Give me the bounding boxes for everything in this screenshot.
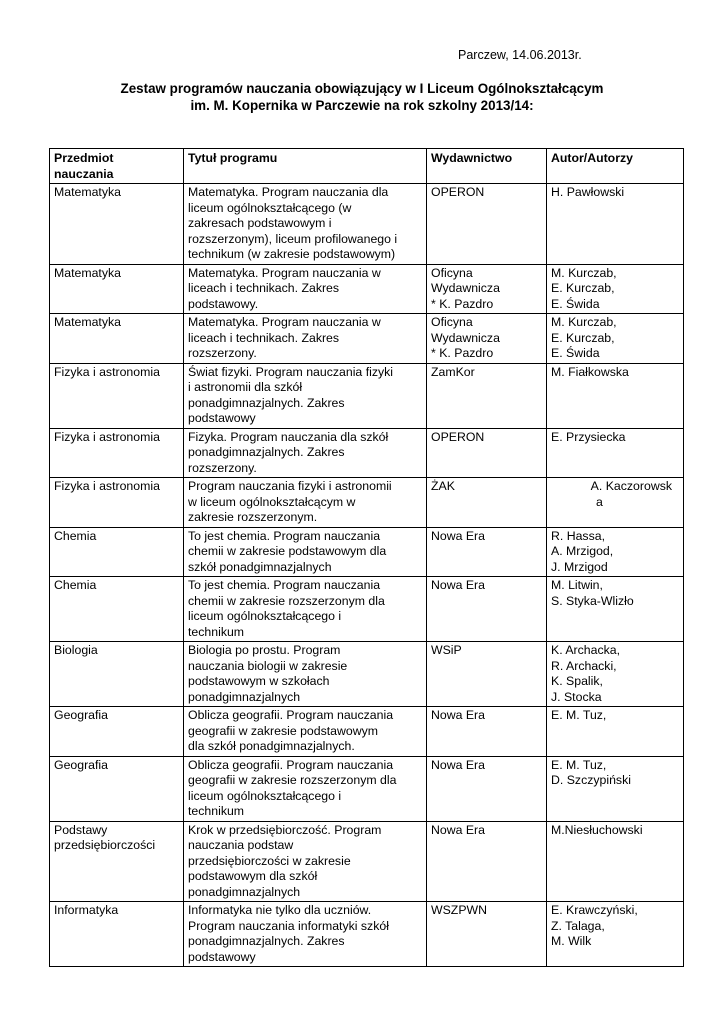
cell-line: To jest chemia. Program nauczania [188, 578, 381, 592]
cell-subject [50, 363, 184, 428]
cell-line: Wydawnicza [431, 281, 500, 295]
cell-line: nauczania biologii w zakresie [188, 658, 348, 673]
cell-line: Matematyka [54, 265, 121, 280]
cell-program-title [184, 707, 427, 757]
cell-line: podstawowym dla szkół [188, 869, 318, 883]
cell-line: D. Szczypiński [551, 773, 631, 787]
cell-subject [50, 428, 184, 478]
title-line-1: Zestaw programów nauczania obowiązujący w I Liceum Ogólnokształcącym [120, 81, 604, 96]
cell-line: podstawowy [188, 411, 256, 425]
header-publisher: Wydawnictwo [427, 149, 547, 184]
cell-line: liceum ogólnokształcącego i [188, 609, 342, 623]
cell-line: i astronomii dla szkół [188, 380, 303, 394]
cell-publisher [427, 707, 547, 757]
cell-line: Biologia [54, 643, 98, 657]
table-body [50, 184, 684, 967]
cell-line: Oficyna [431, 265, 473, 280]
cell-line: WSiP [431, 643, 462, 657]
cell-subject [50, 577, 184, 642]
cell-line: rozszerzonym), liceum profilowanego i [188, 231, 398, 246]
cell-line: ponadgimnazjalnych [188, 884, 301, 899]
cell-program-title [184, 314, 427, 364]
cell-publisher [427, 642, 547, 707]
cell-line: nauczania podstaw [188, 838, 294, 852]
cell-line: Geografia [54, 757, 109, 772]
cell-line: J. Mrzigod [551, 559, 608, 574]
cell-line: Krok w przedsiębiorczość. Program [188, 822, 382, 837]
table-row [50, 902, 684, 967]
cell-line: ponadgimnazjalnych. Zakres [188, 934, 345, 948]
cell-line: Oblicza geografii. Program nauczania [188, 757, 394, 772]
cell-program-title [184, 428, 427, 478]
cell-line: S. Styka-Wlizło [551, 593, 634, 608]
cell-line: Oficyna [431, 315, 473, 329]
cell-line: A. Kaczorowsk [590, 479, 672, 493]
cell-publisher [427, 264, 547, 314]
cell-authors [547, 264, 684, 314]
cell-program-title [184, 363, 427, 428]
table-row [50, 642, 684, 707]
cell-line: OPERON [431, 185, 485, 199]
cell-authors [547, 821, 684, 902]
cell-authors [547, 902, 684, 967]
header-subject: Przedmiot nauczania [50, 149, 184, 184]
cell-line: R. Archacki, [551, 658, 617, 673]
cell-line: Nowa Era [431, 822, 485, 837]
cell-line: ŻAK [431, 479, 455, 493]
cell-line: Matematyka. Program nauczania w [188, 265, 381, 280]
cell-line: * K. Pazdro [431, 296, 494, 311]
cell-line: Z. Talaga, [551, 918, 605, 933]
cell-line: liceach i technikach. Zakres [188, 330, 340, 345]
cell-line: zakresach podstawowym i [188, 216, 332, 230]
table-row [50, 527, 684, 577]
cell-authors [547, 707, 684, 757]
cell-publisher [427, 314, 547, 364]
cell-line: technikum (w zakresie podstawowym) [188, 247, 396, 261]
cell-publisher [427, 577, 547, 642]
cell-line: Nowa Era [431, 757, 485, 772]
cell-line: WSZPWN [431, 903, 488, 917]
cell-line: Program nauczania fizyki i astronomii [188, 479, 392, 493]
cell-line: Matematyka [54, 185, 121, 199]
cell-line: liceum ogólnokształcącego (w [188, 200, 352, 215]
cell-line: Fizyka i astronomia [54, 364, 160, 379]
cell-line: E. M. Tuz, [551, 757, 607, 772]
cell-publisher [427, 363, 547, 428]
cell-line: E. Kurczab, [551, 330, 615, 345]
cell-authors [547, 428, 684, 478]
cell-line: E. M. Tuz, [551, 708, 607, 722]
table-row [50, 577, 684, 642]
title-line-2: im. M. Kopernika w Parczewie na rok szkolny 2013/14: [190, 98, 534, 113]
cell-line: przedsiębiorczości [54, 838, 156, 852]
cell-line: Fizyka. Program nauczania dla szkół [188, 429, 389, 444]
cell-line: a [596, 494, 603, 509]
table-row [50, 821, 684, 902]
cell-line: geografii w zakresie podstawowym [188, 723, 379, 738]
cell-publisher [427, 428, 547, 478]
cell-authors [547, 363, 684, 428]
cell-subject [50, 821, 184, 902]
cell-line: Program nauczania informatyki szkół [188, 918, 389, 933]
cell-line: M.Niesłuchowski [551, 822, 643, 837]
cell-line: geografii w zakresie rozszerzonym dla [188, 773, 397, 787]
cell-subject [50, 314, 184, 364]
cell-line: H. Pawłowski [551, 185, 625, 199]
cell-line: liceach i technikach. Zakres [188, 281, 340, 295]
cell-authors [547, 527, 684, 577]
cell-line: podstawowy [188, 949, 256, 964]
cell-line: M. Kurczab, [551, 265, 617, 280]
cell-program-title [184, 478, 427, 528]
cell-line: M. Kurczab, [551, 315, 617, 329]
cell-authors [547, 314, 684, 364]
cell-authors [547, 184, 684, 265]
header-authors: Autor/Autorzy [547, 149, 684, 184]
cell-line: podstawowym w szkołach [188, 674, 330, 688]
cell-line: To jest chemia. Program nauczania [188, 528, 381, 543]
cell-line: E. Przysiecka [551, 429, 626, 444]
cell-line: ponadgimnazjalnych. Zakres [188, 395, 345, 410]
cell-authors [547, 577, 684, 642]
cell-subject [50, 527, 184, 577]
cell-publisher [427, 184, 547, 265]
cell-line: w liceum ogólnokształcącym w [188, 494, 356, 509]
cell-line: zakresie rozszerzonym. [188, 510, 318, 524]
table-row [50, 264, 684, 314]
cell-line: E. Świda [551, 296, 600, 311]
cell-line: przedsiębiorczości w zakresie [188, 853, 351, 868]
cell-publisher [427, 821, 547, 902]
cell-line: Fizyka i astronomia [54, 479, 160, 493]
cell-authors [547, 478, 684, 528]
cell-line: K. Spalik, [551, 674, 603, 688]
place-date: Parczew, 14.06.2013r. [458, 48, 582, 62]
cell-line: Biologia po prostu. Program [188, 643, 341, 657]
cell-line: E. Kurczab, [551, 281, 615, 295]
cell-subject [50, 756, 184, 821]
cell-line: chemii w zakresie rozszerzonym dla [188, 593, 385, 608]
cell-program-title [184, 264, 427, 314]
cell-subject [50, 478, 184, 528]
cell-subject [50, 707, 184, 757]
cell-line: E. Świda [551, 346, 600, 360]
cell-line: podstawowy. [188, 296, 259, 311]
cell-program-title [184, 527, 427, 577]
cell-line: Matematyka. Program nauczania w [188, 315, 381, 329]
cell-publisher [427, 756, 547, 821]
cell-program-title [184, 902, 427, 967]
cell-line: Nowa Era [431, 528, 485, 543]
table-row [50, 756, 684, 821]
header-program-title: Tytuł programu [184, 149, 427, 184]
cell-line: Nowa Era [431, 578, 485, 592]
cell-line: Świat fizyki. Program nauczania fizyki [188, 364, 394, 379]
cell-subject [50, 264, 184, 314]
cell-line: Fizyka i astronomia [54, 429, 160, 444]
table-row [50, 184, 684, 265]
cell-line: dla szkół ponadgimnazjalnych. [188, 739, 355, 753]
cell-program-title [184, 756, 427, 821]
cell-line: M. Fiałkowska [551, 364, 629, 379]
table-row [50, 428, 684, 478]
cell-line: OPERON [431, 429, 485, 444]
cell-line: ponadgimnazjalnych [188, 689, 301, 704]
cell-program-title [184, 821, 427, 902]
table-row [50, 478, 684, 528]
cell-program-title [184, 642, 427, 707]
cell-line: technikum [188, 624, 245, 639]
cell-line: Wydawnicza [431, 330, 500, 345]
cell-line: technikum [188, 804, 245, 818]
cell-line: Geografia [54, 708, 109, 722]
cell-program-title [184, 184, 427, 265]
cell-publisher [427, 902, 547, 967]
cell-publisher [427, 478, 547, 528]
cell-line: K. Archacka, [551, 643, 621, 657]
cell-line: M. Litwin, [551, 578, 603, 592]
cell-line: ponadgimnazjalnych. Zakres [188, 445, 345, 459]
cell-line: M. Wilk [551, 934, 592, 948]
cell-line: Matematyka [54, 315, 121, 329]
cell-line: Chemia [54, 578, 97, 592]
cell-line: E. Krawczyński, [551, 903, 638, 917]
cell-line: Informatyka nie tylko dla uczniów. [188, 903, 372, 917]
cell-line: Oblicza geografii. Program nauczania [188, 708, 394, 722]
cell-line: R. Hassa, [551, 528, 605, 543]
table-header-row [50, 149, 684, 184]
cell-line: Podstawy [54, 822, 108, 837]
cell-line: rozszerzony. [188, 346, 257, 360]
cell-program-title [184, 577, 427, 642]
document-title [0, 80, 724, 114]
cell-line: ZamKor [431, 364, 475, 379]
cell-line: Informatyka [54, 903, 119, 917]
cell-authors [547, 756, 684, 821]
cell-line: Chemia [54, 528, 97, 543]
table-row [50, 707, 684, 757]
table-row [50, 363, 684, 428]
cell-line: Nowa Era [431, 708, 485, 722]
cell-subject [50, 184, 184, 265]
programs-table [49, 148, 684, 967]
cell-line: liceum ogólnokształcącego i [188, 788, 342, 803]
cell-authors [547, 642, 684, 707]
table-row [50, 314, 684, 364]
cell-subject [50, 642, 184, 707]
cell-line: chemii w zakresie podstawowym dla [188, 544, 387, 558]
cell-line: A. Mrzigod, [551, 544, 614, 558]
cell-subject [50, 902, 184, 967]
cell-line: Matematyka. Program nauczania dla [188, 185, 389, 199]
cell-line: * K. Pazdro [431, 346, 494, 360]
cell-line: szkół ponadgimnazjalnych [188, 559, 332, 574]
cell-line: J. Stocka [551, 689, 602, 704]
cell-publisher [427, 527, 547, 577]
cell-line: rozszerzony. [188, 460, 257, 475]
